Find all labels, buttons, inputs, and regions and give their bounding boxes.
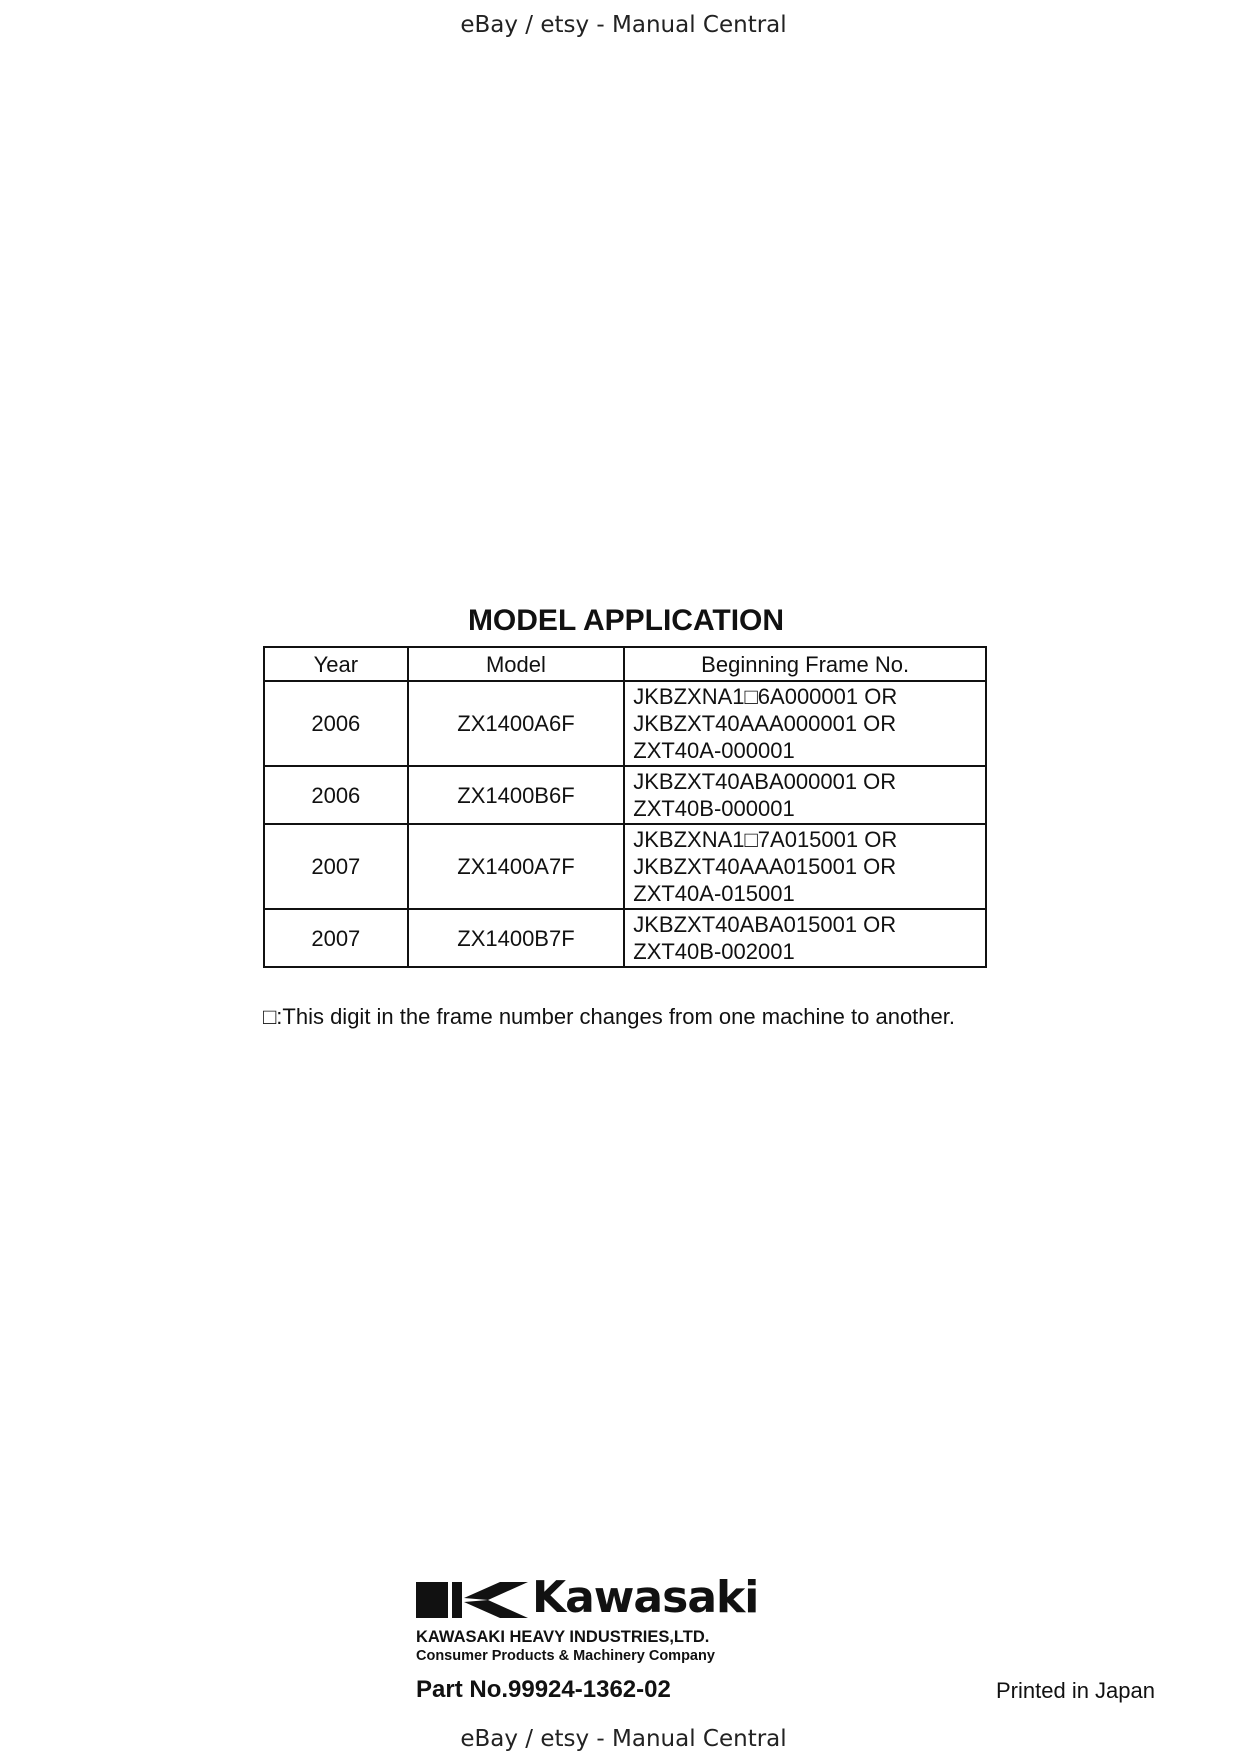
table-row <box>264 681 986 766</box>
column-header-model: Model <box>408 647 625 681</box>
frame-number-line: JKBZXT40AAA000001 OR <box>633 711 897 736</box>
cell-year: 2007 <box>264 909 408 967</box>
table-row <box>264 766 986 824</box>
table-row <box>264 824 986 909</box>
cell-year: 2006 <box>264 766 408 824</box>
frame-number-line: JKBZXT40ABA015001 OR <box>633 912 897 937</box>
cell-model: ZX1400A7F <box>408 824 625 909</box>
table-header-row <box>264 647 986 681</box>
cell-model: ZX1400A6F <box>408 681 625 766</box>
table-row <box>264 909 986 967</box>
cell-frame <box>624 681 986 766</box>
section-title: MODEL APPLICATION <box>467 604 785 637</box>
frame-number-line: JKBZXNA1□6A000001 OR <box>633 684 898 709</box>
frame-number-line: ZXT40A-015001 <box>633 881 795 906</box>
watermark-top: eBay / etsy - Manual Central <box>460 12 787 38</box>
cell-model: ZX1400B6F <box>408 766 625 824</box>
model-application-table <box>263 646 987 968</box>
kawasaki-river-mark-icon <box>416 1581 528 1619</box>
column-header-frame: Beginning Frame No. <box>624 647 986 681</box>
cell-frame <box>624 909 986 967</box>
frame-number-footnote: □:This digit in the frame number changes from one machine to another. <box>263 1004 955 1029</box>
company-division: Consumer Products & Machinery Company <box>416 1648 715 1664</box>
cell-year: 2007 <box>264 824 408 909</box>
frame-number-line: ZXT40A-000001 <box>633 738 795 763</box>
cell-model: ZX1400B7F <box>408 909 625 967</box>
printed-in-label: Printed in Japan <box>996 1678 1155 1703</box>
column-header-year: Year <box>264 647 408 681</box>
frame-number-line: JKBZXT40AAA015001 OR <box>633 854 897 879</box>
company-name: KAWASAKI HEAVY INDUSTRIES,LTD. <box>416 1628 710 1646</box>
part-number: Part No.99924-1362-02 <box>416 1676 671 1703</box>
kawasaki-logo <box>416 1572 796 1624</box>
frame-number-line: ZXT40B-002001 <box>633 939 795 964</box>
cell-year: 2006 <box>264 681 408 766</box>
frame-number-line: JKBZXNA1□7A015001 OR <box>633 827 898 852</box>
cell-frame <box>624 824 986 909</box>
cell-frame <box>624 766 986 824</box>
frame-number-line: ZXT40B-000001 <box>633 796 795 821</box>
frame-number-line: JKBZXT40ABA000001 OR <box>633 769 897 794</box>
brand-name: Kawasaki <box>532 1572 759 1623</box>
watermark-bottom: eBay / etsy - Manual Central <box>460 1726 787 1752</box>
